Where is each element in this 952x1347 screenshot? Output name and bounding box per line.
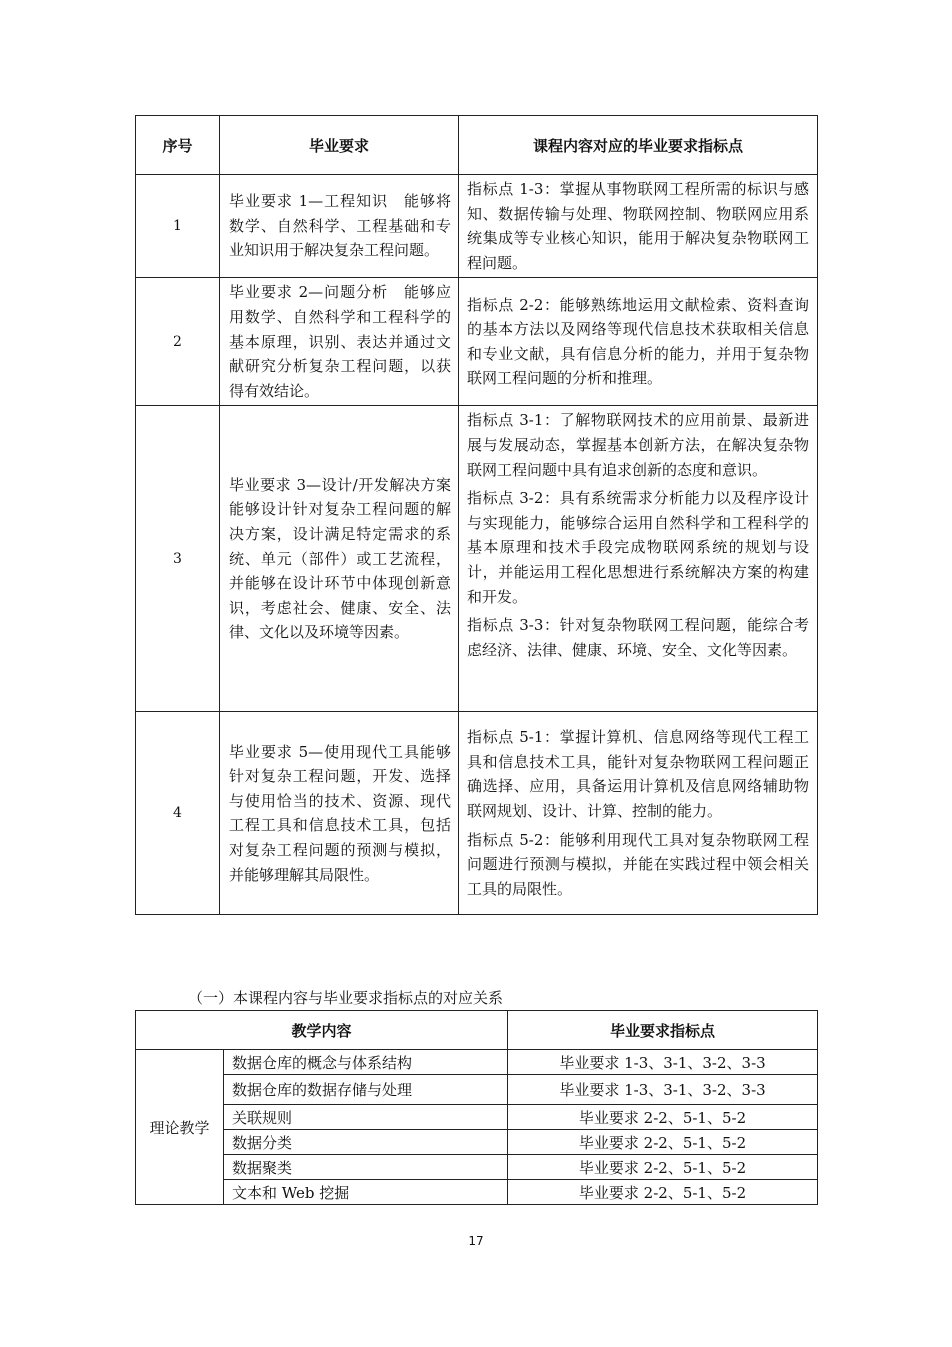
table-row <box>136 1075 818 1105</box>
indicator-cell: 毕业要求 2-2、5-1、5-2 <box>508 1155 818 1180</box>
row-requirement: 毕业要求 1—工程知识 能够将数学、自然科学、工程基础和专业知识用于解决复杂工程问题。 <box>220 175 459 278</box>
row-seq: 4 <box>136 712 220 915</box>
row-indicators <box>459 278 818 406</box>
table-header-row <box>136 116 818 175</box>
header-indicator: 课程内容对应的毕业要求指标点 <box>459 116 818 175</box>
row-requirement: 毕业要求 5—使用现代工具能够针对复杂工程问题，开发、选择与使用恰当的技术、资源、现代工程工具和信息技术工具，包括对复杂工程问题的预测与模拟，并能够理解其局限性。 <box>220 712 459 915</box>
indicator-text: 指标点 3-3：针对复杂物联网工程问题，能综合考虑经济、法律、健康、环境、安全、文化等因素。 <box>467 616 809 659</box>
indicator-text: 指标点 1-3：掌握从事物联网工程所需的标识与感知、数据传输与处理、物联网控制、物联网应用系统集成等专业核心知识，能用于解决复杂物联网工程问题。 <box>467 180 809 272</box>
row-seq: 2 <box>136 278 220 406</box>
table-row <box>136 175 818 278</box>
indicator-cell: 毕业要求 1-3、3-1、3-2、3-3 <box>508 1075 818 1105</box>
table-row <box>136 278 818 406</box>
graduation-requirements-table <box>135 115 818 915</box>
table-row <box>136 1155 818 1180</box>
indicator-cell: 毕业要求 2-2、5-1、5-2 <box>508 1105 818 1130</box>
header-indicator: 毕业要求指标点 <box>508 1011 818 1050</box>
content-cell: 关联规则 <box>224 1105 508 1130</box>
table-row <box>136 406 818 712</box>
table-row <box>136 1050 818 1075</box>
indicator-text: 指标点 3-2：具有系统需求分析能力以及程序设计与实现能力，能够综合运用自然科学和工程科学的基本原理和技术手段完成物联网系统的规划与设计，并能运用工程化思想进行系统解决方案的构建和开发。 <box>467 489 809 606</box>
row-requirement: 毕业要求 3—设计/开发解决方案能够设计针对复杂工程问题的解决方案，设计满足特定需求的系统、单元（部件）或工艺流程，并能够在设计环节中体现创新意识，考虑社会、健康、安全、法律、文化以及环境等因素。 <box>220 406 459 712</box>
indicator-cell: 毕业要求 1-3、3-1、3-2、3-3 <box>508 1050 818 1075</box>
course-content-mapping-table <box>135 1010 818 1205</box>
section-caption: （一）本课程内容与毕业要求指标点的对应关系 <box>188 989 504 1007</box>
content-cell: 数据聚类 <box>224 1155 508 1180</box>
table-header-row <box>136 1011 818 1050</box>
indicator-cell: 毕业要求 2-2、5-1、5-2 <box>508 1130 818 1155</box>
page-number: 17 <box>468 1234 484 1248</box>
header-seq: 序号 <box>136 116 220 175</box>
header-content: 教学内容 <box>136 1011 508 1050</box>
indicator-text: 指标点 5-1：掌握计算机、信息网络等现代工程工具和信息技术工具，能针对复杂物联网工程问题正确选择、应用，具备运用计算机及信息网络辅助物联网规划、设计、计算、控制的能力。 <box>467 728 809 821</box>
indicator-cell: 毕业要求 2-2、5-1、5-2 <box>508 1180 818 1205</box>
row-indicators <box>459 712 818 915</box>
content-cell: 数据分类 <box>224 1130 508 1155</box>
row-seq: 3 <box>136 406 220 712</box>
header-requirement: 毕业要求 <box>220 116 459 175</box>
indicator-text: 指标点 2-2：能够熟练地运用文献检索、资料查询的基本方法以及网络等现代信息技术获取相关信息和专业文献，具有信息分析的能力，并用于复杂物联网工程问题的分析和推理。 <box>467 295 809 388</box>
table-row <box>136 1105 818 1130</box>
row-indicators <box>459 175 818 278</box>
row-indicators <box>459 406 818 712</box>
content-cell: 文本和 Web 挖掘 <box>224 1180 508 1205</box>
row-seq: 1 <box>136 175 220 278</box>
category-cell: 理论教学 <box>136 1050 224 1205</box>
content-cell: 数据仓库的概念与体系结构 <box>224 1050 508 1075</box>
indicator-text: 指标点 5-2：能够利用现代工具对复杂物联网工程问题进行预测与模拟，并能在实践过程中领会相关工具的局限性。 <box>467 830 809 898</box>
table-row <box>136 1130 818 1155</box>
table-row <box>136 1180 818 1205</box>
table-row <box>136 712 818 915</box>
indicator-text: 指标点 3-1：了解物联网技术的应用前景、最新进展与发展动态，掌握基本创新方法，在解决复杂物联网工程问题中具有追求创新的态度和意识。 <box>467 411 809 479</box>
content-cell: 数据仓库的数据存储与处理 <box>224 1075 508 1105</box>
row-requirement: 毕业要求 2—问题分析 能够应用数学、自然科学和工程科学的基本原理，识别、表达并通过文献研究分析复杂工程问题，以获得有效结论。 <box>220 278 459 406</box>
